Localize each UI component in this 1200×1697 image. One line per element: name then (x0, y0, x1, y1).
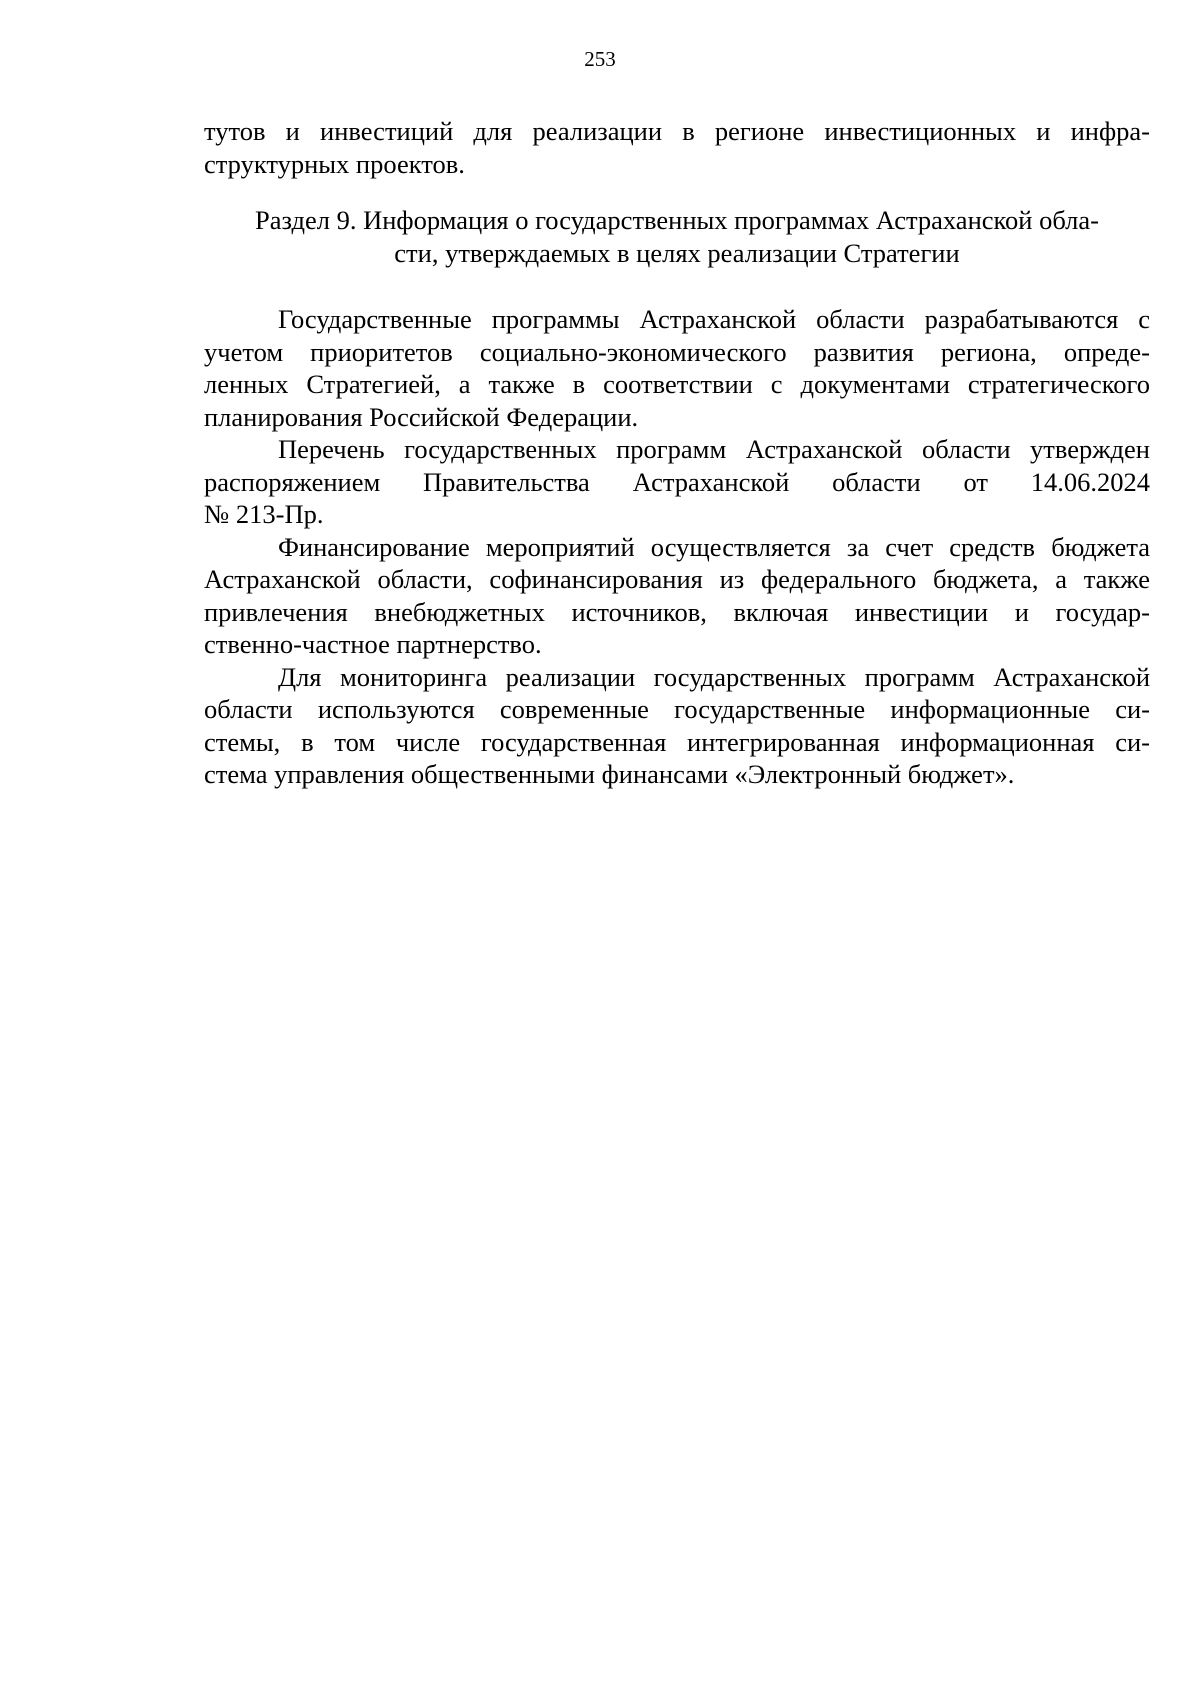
heading-line: Раздел 9. Информация о государственных программах Астраханской обла- (255, 205, 1099, 235)
text-line: структурных проектов. (204, 148, 465, 179)
heading-line: сти, утверждаемых в целях реализации Стратегии (394, 237, 960, 268)
text-line: № 213-Пр. (204, 499, 324, 529)
text-line: области используются современные государственные информационные си- (204, 694, 1150, 724)
intro-paragraph (204, 115, 1150, 180)
text-line: Государственные программы Астраханской области разрабатываются с (278, 304, 1150, 334)
paragraph-programs-development (204, 303, 1150, 433)
text-line: Астраханской области, софинансирования из федерального бюджета, а также (204, 564, 1150, 594)
paragraph-programs-list (204, 433, 1150, 531)
page-content (204, 115, 1150, 791)
section-heading (204, 204, 1150, 269)
text-line: Перечень государственных программ Астраханской области утвержден (278, 434, 1150, 464)
text-line: планирования Российской Федерации. (204, 401, 639, 432)
text-line: ственно-частное партнерство. (204, 629, 542, 659)
text-line: стемы, в том числе государственная интегрированная информационная си- (204, 726, 1150, 757)
text-line: распоряжением Правительства Астраханской области от 14.06.2024 (204, 466, 1150, 497)
text-line: ленных Стратегией, а также в соответствии с документами стратегического (204, 369, 1150, 399)
paragraph-monitoring (204, 661, 1150, 791)
paragraph-financing (204, 531, 1150, 661)
text-line: учетом приоритетов социально-экономического развития региона, опреде- (204, 336, 1150, 367)
text-line: тутов и инвестиций для реализации в регионе инвестиционных и инфра- (204, 116, 1150, 146)
page-number: 253 (584, 47, 616, 71)
text-line: привлечения внебюджетных источников, включая инвестиции и государ- (204, 596, 1150, 627)
text-line: Финансирование мероприятий осуществляется за счет средств бюджета (278, 531, 1150, 562)
text-line: Для мониторинга реализации государственных программ Астраханской (278, 661, 1150, 692)
text-line: стема управления общественными финансами «Электронный бюджет». (204, 759, 1015, 789)
